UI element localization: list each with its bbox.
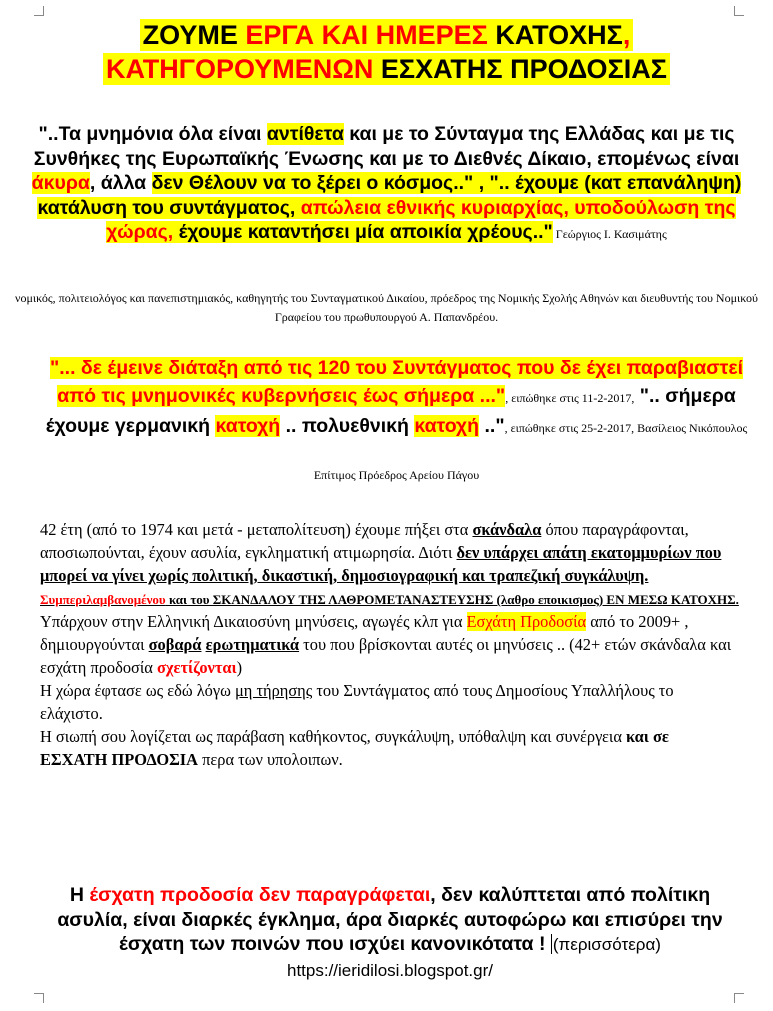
closing-text: , δεν καλύπτεται από πολίτικη ασυλία, είναι διαρκές έγκλημα, άρα διαρκές αυτοφώρω και επισύρει την έσχατη των ποινών που ισχύει κανονικότατα ! — [57, 884, 723, 955]
emphasized-phrase-small: και του ΣΚΑΝΔΑΛΟΥ ΤΗΣ ΛΑΘΡΟΜΕΤΑΝΑΣΤΕΥΣΗΣ (λαθρο εποικισμος) ΕΝ ΜΕΣΩ ΚΑΤΟΧΗΣ. — [165, 592, 739, 607]
page-title — [40, 18, 733, 86]
closing-text-red: έσχατη προδοσία δεν παραγράφεται — [89, 884, 431, 906]
blog-url-link[interactable]: https://ieridilosi.blogspot.gr/ — [287, 960, 493, 980]
highlighted-phrase-red: Εσχάτη Προδοσία — [466, 612, 587, 631]
highlighted-word-red: άκυρα — [31, 172, 90, 194]
title-text: ΕΣΧΑΤΗΣ ΠΡΟΔΟΣΙΑΣ — [373, 54, 667, 84]
emphasized-word: σκάνδαλα — [472, 520, 542, 539]
emphasized-word: σοβαρά — [148, 635, 202, 654]
body-paragraph-4 — [40, 725, 740, 771]
quote-nikopoulos-attribution: Επίτιμος Πρόεδρος Αρείου Πάγου — [313, 468, 480, 482]
highlighted-word-red: κατοχή — [215, 415, 281, 437]
body-text-run: 42 έτη (από το 1974 και μετά - μεταπολίτευση) έχουμε πήξει στα — [40, 520, 473, 539]
emphasized-phrase: δεν υπάρχει απάτη εκατομμυρίων που μπορεί να γίνει χωρίς πολιτική, δικαστική, δημοσιογραφική και τραπεζική συγκάλυψη. — [40, 543, 722, 585]
quote-text: .. πολυεθνική — [280, 415, 415, 437]
emphasized-word: ερωτηματικά — [205, 635, 300, 654]
title-text-red: ΕΡΓΑ ΚΑΙ ΗΜΕΡΕΣ — [245, 20, 488, 50]
title-comma: , — [622, 20, 631, 50]
highlighted-quote-red: "... δε έμεινε διάταξη από τις 120 του Συντάγματος που δε έχει παραβιαστεί από τις μνημονικές κυβερνήσεις έως σήμερα ..." — [49, 357, 743, 407]
text-cursor — [551, 934, 552, 954]
title-text: ΚΑΤΟΧΗΣ — [487, 20, 623, 50]
quote-text: .." — [479, 415, 505, 437]
highlighted-phrase-red: απώλεια εθνικής κυριαρχίας, υποδούλωση της χώρας, — [106, 196, 736, 243]
closing-text: Η — [69, 884, 90, 906]
quote-author: Γεώργιος Ι. Κασιμάτης — [552, 227, 667, 241]
body-paragraph-2 — [40, 610, 740, 679]
body-text — [40, 518, 740, 771]
quote-text: ".. σήμερα έχουμε γερμανική — [45, 385, 736, 437]
highlighted-phrase: έχουμε καταντήσει μία αποικία χρέους.." — [173, 221, 553, 243]
title-line-2 — [103, 53, 670, 85]
highlighted-phrase: , — [289, 196, 301, 219]
crop-mark-bottom-right — [734, 993, 744, 1003]
body-text-run: Η σιωπή σου λογίζεται ως παράβαση καθήκοντος, συγκάλυψη, υπόθαλψη και συνέργεια — [40, 727, 627, 746]
body-text-run: του Συντάγματος από τους Δημοσίους Υπαλλήλους το ελάχιστο. — [40, 681, 674, 723]
body-text-run: όπου παραγράφονται, αποσιωπούνται, έχουν ασυλία, εγκληματική ατιμωρησία. Διότι — [40, 520, 689, 562]
body-text-run: ) — [236, 658, 243, 677]
highlighted-word: αντίθετα — [266, 123, 344, 145]
body-text-run: από το 2009+ , δημιουργούνται — [40, 612, 689, 654]
quote-text: "..Τα μνημόνια όλα είναι — [38, 123, 267, 145]
title-text: ΖΟΥΜΕ — [142, 20, 246, 50]
quote-kasimatis-attribution: νομικός, πολιτειολόγος και πανεπιστημιακός, καθηγητής του Συνταγματικού Δικαίου, πρόεδρος της Νομικής Σχολής Αθηνών και διευθυντής του Νομικού Γραφείου του πρωθυπουργού Α. Παπανδρέου. — [15, 291, 758, 324]
quote-nikopoulos — [40, 354, 753, 442]
body-text-run: περα των υπολοιπων. — [198, 750, 343, 769]
quote-kasimatis — [14, 122, 759, 247]
more-label: (περισσότερα) — [552, 935, 661, 954]
underlined-phrase: μη τήρησης — [234, 681, 313, 700]
body-text-run: Υπάρχουν στην Ελληνική Δικαιοσύνη μηνύσεις, αγωγές κλπ για — [40, 612, 467, 631]
emphasized-word-red: Συμπεριλαμβανομένου — [40, 592, 166, 607]
body-paragraph-1 — [40, 518, 740, 610]
quote-date: , ειπώθηκε στις 11-2-2017, — [505, 391, 635, 405]
title-line-1 — [140, 19, 634, 51]
crop-mark-bottom-left — [34, 993, 44, 1003]
emphasized-word-red: σχετίζονται — [156, 658, 237, 677]
quote-author: , ειπώθηκε στις 25-2-2017, Βασίλειος Νικόπουλος — [504, 421, 748, 435]
emphasized-phrase: και σε ΕΣΧΑΤΗ ΠΡΟΔΟΣΙΑ — [40, 727, 669, 769]
crop-mark-top-right — [734, 6, 744, 16]
highlighted-phrase: δεν Θέλουν να το ξέρει ο κόσμος.." , ".. έχουμε (κατ επανάληψη) κατάλυση του συντάγματος — [37, 172, 742, 219]
quote-text: , άλλα — [89, 172, 152, 194]
title-text-red: ΚΑΤΗΓΟΡΟΥΜΕΝΩΝ — [106, 54, 374, 84]
body-paragraph-3 — [40, 679, 740, 725]
crop-mark-top-left — [34, 6, 44, 16]
quote-text: και με το Σύνταγμα της Ελλάδας και με τις Συνθήκες της Ευρωπαϊκής Ένωσης και με το Διεθνές Δίκαιο, επομένως είναι — [33, 123, 740, 170]
body-text-run: του που βρίσκονται αυτές οι μηνύσεις .. (42+ ετών σκάνδαλα και εσχάτη προδοσία — [40, 635, 732, 677]
body-text-run: Η χώρα έφτασε ως εδώ λόγω — [40, 681, 235, 700]
highlighted-word-red: κατοχή — [414, 415, 480, 437]
closing-statement — [40, 883, 740, 983]
